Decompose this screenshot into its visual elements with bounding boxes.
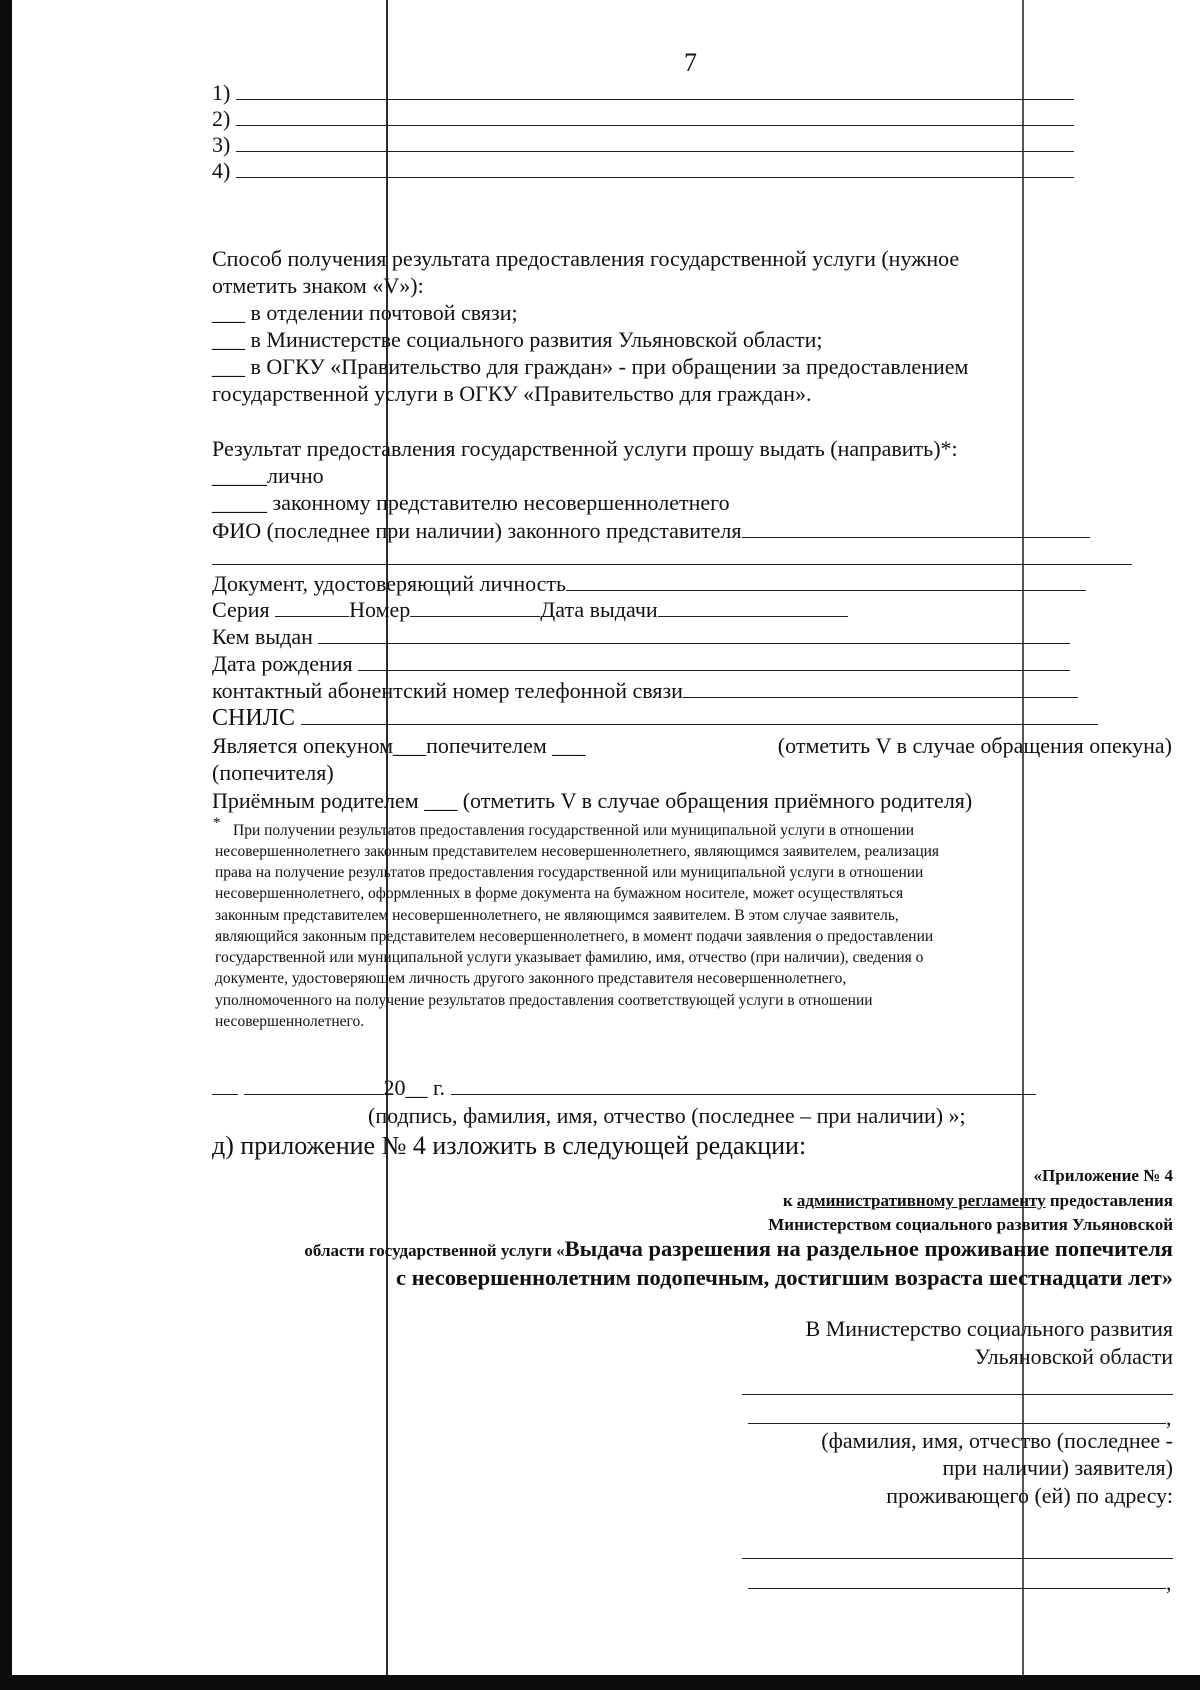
comma: , bbox=[1166, 1405, 1172, 1430]
comma: , bbox=[1166, 1570, 1172, 1595]
numbered-item: 4) bbox=[212, 158, 1074, 184]
scan-edge-left bbox=[0, 0, 12, 1690]
numbered-item: 3) bbox=[212, 132, 1074, 158]
method-option: ___ в Министерстве социального развития Ульяновской области; bbox=[212, 327, 823, 352]
footnote-line: документе, удостоверяющем личность другого законного представителя несовершеннолетнего, bbox=[215, 970, 847, 987]
blank-line bbox=[742, 1558, 1173, 1559]
footnote-line: законным представителем несовершеннолетнего, не являющимся заявителем. В этом случае заявитель, bbox=[215, 907, 899, 924]
blank-line bbox=[748, 1588, 1166, 1589]
result-option: _____лично bbox=[212, 463, 324, 488]
result-option: _____ законному представителю несовершеннолетнего bbox=[212, 490, 730, 515]
address-label: проживающего (ей) по адресу: bbox=[886, 1483, 1173, 1508]
fio-rep-field: ФИО (последнее при наличии) законного представителя bbox=[212, 518, 1090, 544]
fio-caption: (фамилия, имя, отчество (последнее - bbox=[821, 1428, 1173, 1453]
snils-field: СНИЛС bbox=[212, 705, 1098, 732]
footnote-line: несовершеннолетнего, оформленных в форме документа на бумажном носителе, может осуществляться bbox=[215, 885, 904, 902]
footnote-line: права на получение результатов предоставления государственной или муниципальной услуги в отношении bbox=[215, 864, 924, 881]
guardian-field: Является опекуном___попечителем ___ (отметить V в случае обращения опекуна) bbox=[212, 733, 1172, 758]
blank-line bbox=[748, 1423, 1166, 1424]
adoptive-parent-field: Приёмным родителем ___ (отметить V в случае обращения приёмного родителя) bbox=[212, 788, 973, 813]
appendix-line: к административному регламенту предоставления bbox=[782, 1191, 1173, 1210]
result-intro: Результат предоставления государственной услуги прошу выдать (направить)*: bbox=[212, 436, 958, 461]
method-intro: отметить знаком «V»): bbox=[212, 273, 424, 298]
id-document-field: Документ, удостоверяющий личность bbox=[212, 571, 1086, 597]
method-option-cont: государственной услуги в ОГКУ «Правительство для граждан». bbox=[212, 381, 812, 406]
addressee-ministry-region: Ульяновской области bbox=[974, 1344, 1173, 1369]
footnote-line: При получении результатов предоставления государственной или муниципальной услуги в отношении bbox=[233, 822, 915, 839]
method-option: ___ в ОГКУ «Правительство для граждан» - при обращении за предоставлением bbox=[212, 354, 969, 379]
footnote-line: уполномоченного на получение результатов предоставления соответствующей услуги в отношении bbox=[215, 992, 873, 1009]
issued-by-field: Кем выдан bbox=[212, 624, 1070, 650]
blank-line bbox=[742, 1394, 1173, 1395]
footnote-line: являющийся законным представителем несовершеннолетнего, в момент подачи заявления о предоставлении bbox=[215, 928, 934, 945]
phone-field: контактный абонентский номер телефонной связи bbox=[212, 678, 1078, 704]
signature-caption: (подпись, фамилия, имя, отчество (последнее – при наличии) »; bbox=[368, 1103, 966, 1128]
footnote-line: государственной или муниципальной услуги указывает фамилию, имя, отчество (при наличии), сведения о bbox=[215, 949, 924, 966]
footnote-star: * bbox=[213, 815, 221, 831]
signature-line: 20__ г. bbox=[212, 1075, 1036, 1101]
page-number: 7 bbox=[684, 48, 697, 77]
footnote-line: несовершеннолетнего. bbox=[215, 1013, 365, 1030]
appendix-service-title-cont: с несовершеннолетним подопечным, достигшим возраста шестнадцати лет» bbox=[395, 1265, 1173, 1290]
appendix-service-title: области государственной услуги «Выдача разрешения на раздельное проживание попечителя bbox=[304, 1236, 1173, 1261]
guardian-field-cont: (попечителя) bbox=[212, 760, 334, 785]
appendix-line: Министерством социального развития Ульяновской bbox=[768, 1215, 1173, 1234]
addressee-ministry: В Министерство социального развития bbox=[805, 1316, 1173, 1341]
series-number-field: Серия Номер Дата выдачи bbox=[212, 597, 848, 623]
numbered-item: 2) bbox=[212, 106, 1074, 132]
fio-caption: при наличии) заявителя) bbox=[942, 1455, 1173, 1480]
method-intro: Способ получения результата предоставления государственной услуги (нужное bbox=[212, 246, 960, 271]
method-option: ___ в отделении почтовой связи; bbox=[212, 300, 518, 325]
appendix-title: «Приложение № 4 bbox=[1033, 1166, 1173, 1185]
footnote-line: несовершеннолетнего законным представителем несовершеннолетнего, являющимся заявителем, реализация bbox=[215, 843, 940, 860]
scan-edge-bottom bbox=[0, 1675, 1200, 1690]
numbered-item: 1) bbox=[212, 80, 1074, 106]
birth-date-field: Дата рождения bbox=[212, 651, 1070, 677]
blank-line bbox=[212, 564, 1132, 565]
amendment-heading: д) приложение № 4 изложить в следующей редакции: bbox=[212, 1131, 807, 1160]
